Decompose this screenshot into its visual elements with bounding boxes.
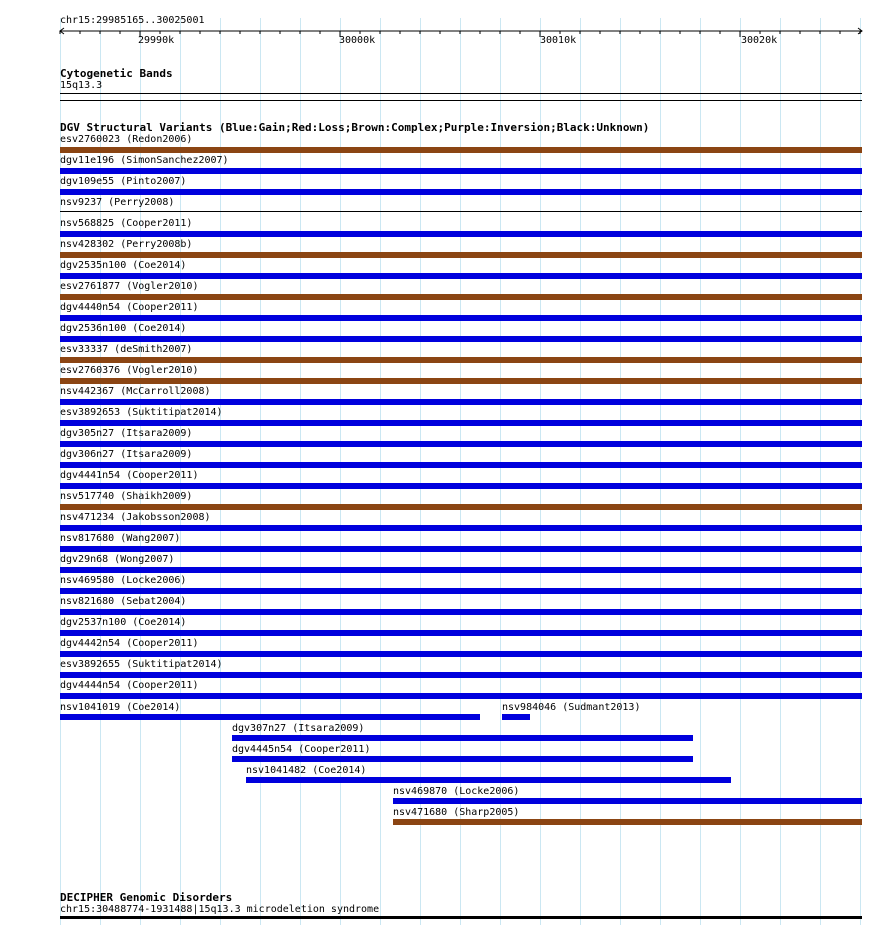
dgv-feature-bar[interactable]	[60, 525, 862, 531]
grid-line	[260, 18, 261, 925]
dgv-feature-label: dgv2535n100 (Coe2014)	[60, 260, 187, 271]
dgv-feature-bar[interactable]	[60, 693, 862, 699]
dgv-feature-label: nsv471680 (Sharp2005)	[393, 807, 520, 818]
dgv-feature-bar[interactable]	[502, 714, 530, 720]
grid-line	[700, 18, 701, 925]
dgv-feature-label: dgv307n27 (Itsara2009)	[232, 723, 365, 734]
grid-line	[780, 18, 781, 925]
dgv-feature-bar[interactable]	[60, 588, 862, 594]
dgv-feature-label: nsv568825 (Cooper2011)	[60, 218, 193, 229]
dgv-feature-label: nsv517740 (Shaikh2009)	[60, 491, 193, 502]
dgv-feature-label: dgv2537n100 (Coe2014)	[60, 617, 187, 628]
dgv-feature-bar[interactable]	[60, 504, 862, 510]
dgv-feature-label: nsv469870 (Locke2006)	[393, 786, 520, 797]
dgv-feature-bar[interactable]	[60, 357, 862, 363]
dgv-feature-label: esv2760376 (Vogler2010)	[60, 365, 199, 376]
dgv-feature-label: nsv9237 (Perry2008)	[60, 197, 175, 208]
dgv-feature-label: nsv469580 (Locke2006)	[60, 575, 187, 586]
dgv-feature-label: dgv4440n54 (Cooper2011)	[60, 302, 199, 313]
decipher-feature-label: chr15:30488774-1931488|15q13.3 microdeletion syndrome	[60, 904, 380, 915]
dgv-feature-bar[interactable]	[60, 567, 862, 573]
grid-line	[740, 18, 741, 925]
dgv-feature-label: esv3892653 (Suktitipat2014)	[60, 407, 223, 418]
ruler-tick-label: 30000k	[339, 35, 376, 46]
dgv-feature-bar[interactable]	[60, 294, 862, 300]
dgv-feature-label: nsv442367 (McCarroll2008)	[60, 386, 211, 397]
dgv-feature-bar[interactable]	[393, 798, 862, 804]
dgv-feature-bar[interactable]	[60, 714, 480, 720]
dgv-feature-bar[interactable]	[60, 168, 862, 174]
dgv-feature-label: nsv428302 (Perry2008b)	[60, 239, 193, 250]
dgv-feature-bar[interactable]	[60, 483, 862, 489]
dgv-feature-label: dgv4442n54 (Cooper2011)	[60, 638, 199, 649]
dgv-feature-bar[interactable]	[60, 315, 862, 321]
dgv-feature-label: dgv11e196 (SimonSanchez2007)	[60, 155, 229, 166]
dgv-feature-bar[interactable]	[60, 273, 862, 279]
dgv-feature-label: dgv4441n54 (Cooper2011)	[60, 470, 199, 481]
cytoband-band[interactable]	[60, 93, 862, 94]
dgv-feature-label: nsv1041482 (Coe2014)	[246, 765, 367, 776]
cytoband-track-title: Cytogenetic Bands	[60, 67, 173, 80]
dgv-feature-bar[interactable]	[60, 441, 862, 447]
dgv-feature-bar[interactable]	[60, 231, 862, 237]
dgv-feature-bar[interactable]	[232, 756, 693, 762]
grid-line	[820, 18, 821, 925]
dgv-feature-bar[interactable]	[60, 252, 862, 258]
dgv-feature-bar[interactable]	[60, 211, 862, 212]
dgv-feature-bar[interactable]	[60, 630, 862, 636]
ruler-tick-label: 30020k	[741, 35, 778, 46]
track-separator	[60, 100, 862, 101]
dgv-feature-label: dgv306n27 (Itsara2009)	[60, 449, 193, 460]
grid-line	[860, 18, 861, 925]
dgv-feature-bar[interactable]	[60, 336, 862, 342]
dgv-feature-bar[interactable]	[246, 777, 731, 783]
grid-line	[660, 18, 661, 925]
dgv-track-title: DGV Structural Variants (Blue:Gain;Red:Loss;Brown:Complex;Purple:Inversion;Black:Unknown)	[60, 121, 650, 134]
dgv-feature-label: dgv4445n54 (Cooper2011)	[232, 744, 371, 755]
dgv-feature-bar[interactable]	[60, 147, 862, 153]
grid-line	[540, 18, 541, 925]
dgv-feature-bar[interactable]	[60, 420, 862, 426]
dgv-feature-label: nsv984046 (Sudmant2013)	[502, 702, 641, 713]
dgv-feature-label: nsv821680 (Sebat2004)	[60, 596, 187, 607]
dgv-feature-label: esv3892655 (Suktitipat2014)	[60, 659, 223, 670]
dgv-feature-label: esv33337 (deSmith2007)	[60, 344, 193, 355]
dgv-feature-label: nsv817680 (Wang2007)	[60, 533, 181, 544]
dgv-feature-label: esv2760023 (Redon2006)	[60, 134, 193, 145]
dgv-feature-bar[interactable]	[393, 819, 862, 825]
dgv-feature-bar[interactable]	[60, 189, 862, 195]
dgv-feature-bar[interactable]	[60, 399, 862, 405]
dgv-feature-label: dgv305n27 (Itsara2009)	[60, 428, 193, 439]
ruler-tick-label: 30010k	[540, 35, 577, 46]
cytoband-label: 15q13.3	[60, 80, 103, 91]
grid-line	[620, 18, 621, 925]
dgv-feature-label: dgv109e55 (Pinto2007)	[60, 176, 187, 187]
grid-line	[580, 18, 581, 925]
grid-line	[300, 18, 301, 925]
dgv-feature-label: dgv2536n100 (Coe2014)	[60, 323, 187, 334]
dgv-feature-label: esv2761877 (Vogler2010)	[60, 281, 199, 292]
decipher-track-title: DECIPHER Genomic Disorders	[60, 891, 233, 904]
grid-line	[380, 18, 381, 925]
dgv-feature-bar[interactable]	[232, 735, 693, 741]
ruler-position-label: chr15:29985165..30025001	[60, 15, 205, 26]
dgv-feature-bar[interactable]	[60, 609, 862, 615]
grid-line	[340, 18, 341, 925]
dgv-feature-label: nsv1041019 (Coe2014)	[60, 702, 181, 713]
dgv-feature-bar[interactable]	[60, 651, 862, 657]
dgv-feature-bar[interactable]	[60, 546, 862, 552]
ruler-tick-label: 29990k	[138, 35, 175, 46]
dgv-feature-label: nsv471234 (Jakobsson2008)	[60, 512, 211, 523]
dgv-feature-bar[interactable]	[60, 462, 862, 468]
dgv-feature-bar[interactable]	[60, 672, 862, 678]
dgv-feature-label: dgv4444n54 (Cooper2011)	[60, 680, 199, 691]
decipher-feature-bar[interactable]	[60, 916, 862, 919]
dgv-feature-label: dgv29n68 (Wong2007)	[60, 554, 175, 565]
dgv-feature-bar[interactable]	[60, 378, 862, 384]
